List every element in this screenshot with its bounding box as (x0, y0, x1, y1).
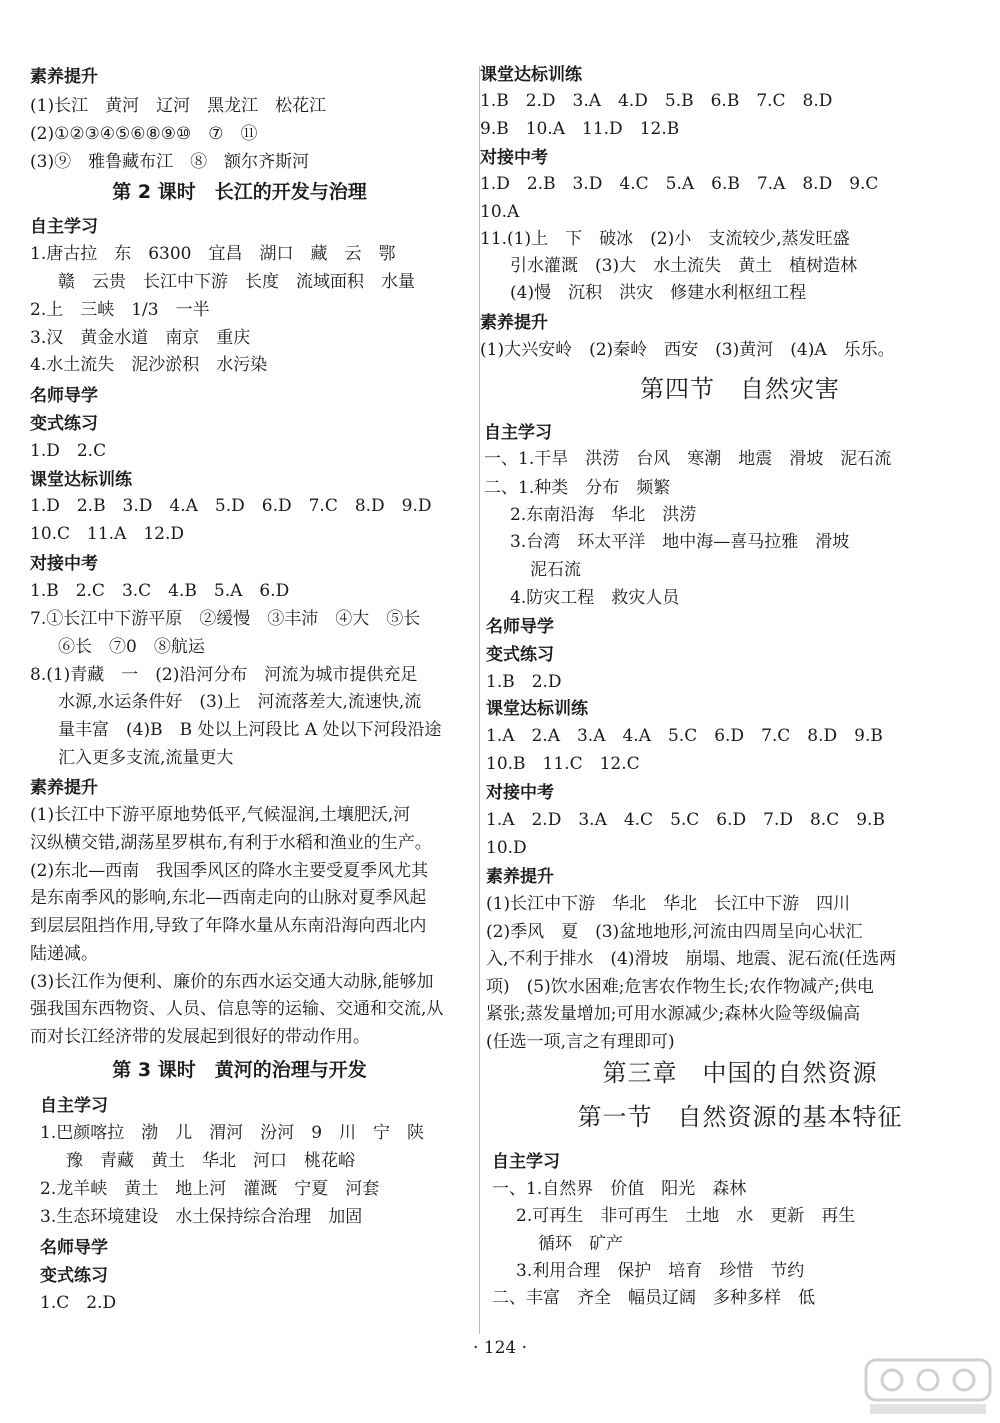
text-line: 11.(1)上 下 破冰 (2)小 支流较少,蒸发旺盛 (480, 229, 850, 249)
text-line: 4.水土流失 泥沙淤积 水污染 (30, 355, 268, 375)
text-line: 水源,水运条件好 (3)上 河流落差大,流速快,流 (58, 692, 422, 712)
heading-line: 变式练习 (486, 645, 554, 665)
text-line: 2.东南沿海 华北 洪涝 (510, 505, 697, 525)
text-line: 3.生态环境建设 水土保持综合治理 加固 (40, 1207, 363, 1227)
text-line: 1.D 2.B 3.D 4.A 5.D 6.D 7.C 8.D 9.D (30, 496, 432, 516)
heading-line: 自主学习 (40, 1096, 108, 1116)
text-line: 二、1.种类 分布 频繁 (484, 478, 671, 498)
watermark-logo (862, 1352, 994, 1418)
text-line: 1.B 2.D 3.A 4.D 5.B 6.B 7.C 8.D (480, 91, 833, 111)
heading-line: 第 2 课时 长江的开发与治理 (112, 181, 367, 203)
text-line: (4)慢 沉积 洪灾 修建水利枢纽工程 (510, 283, 807, 303)
heading-line: 自主学习 (30, 217, 98, 237)
text-line: 7.①长江中下游平原 ②缓慢 ③丰沛 ④大 ⑤长 (30, 609, 421, 629)
text-line: (2)东北—西南 我国季风区的降水主要受夏季风尤其 (30, 861, 429, 881)
heading-line: 名师导学 (486, 617, 554, 637)
heading-line: 对接中考 (30, 554, 98, 574)
text-line: 循环 矿产 (538, 1234, 623, 1254)
text-line: 紧张;蒸发量增加;可用水源减少;森林火险等级偏高 (486, 1004, 861, 1024)
heading-line: 自主学习 (492, 1152, 560, 1172)
text-line: 1.D 2.B 3.D 4.C 5.A 6.B 7.A 8.D 9.C (480, 174, 879, 194)
text-line: 豫 青藏 黄土 华北 河口 桃花峪 (66, 1151, 355, 1171)
text-line: ⑥长 ⑦0 ⑧航运 (58, 637, 205, 657)
text-line: (1)长江中下游平原地势低平,气候湿润,土壤肥沃,河 (30, 805, 411, 825)
text-line: (2)季风 夏 (3)盆地地形,河流由四周呈向心状汇 (486, 922, 863, 942)
column-divider (479, 66, 480, 1334)
text-line: 1.A 2.A 3.A 4.A 5.C 6.D 7.C 8.D 9.B (486, 726, 883, 746)
text-line: 10.B 11.C 12.C (486, 754, 640, 774)
heading-line: 对接中考 (480, 148, 548, 168)
text-line: (1)长江 黄河 辽河 黑龙江 松花江 (30, 96, 327, 116)
text-line: 汉纵横交错,湖荡星罗棋布,有利于水稻和渔业的生产。 (30, 833, 432, 853)
text-line: 1.B 2.C 3.C 4.B 5.A 6.D (30, 581, 290, 601)
text-line: 2.上 三峡 1/3 一半 (30, 300, 210, 320)
page-number: · 124 · (472, 1338, 528, 1358)
heading-line: 第一节 自然资源的基本特征 (577, 1103, 903, 1131)
text-line: 1.巴颜喀拉 渤 儿 渭河 汾河 9 川 宁 陕 (40, 1123, 425, 1143)
heading-line: 名师导学 (30, 386, 98, 406)
text-line: 10.A (480, 202, 520, 222)
text-line: 1.C 2.D (40, 1293, 117, 1313)
heading-line: 素养提升 (30, 67, 98, 87)
heading-line: 素养提升 (486, 867, 554, 887)
text-line: 项) (5)饮水困难;危害农作物生长;农作物减产;供电 (486, 977, 874, 997)
text-line: 1.B 2.D (486, 672, 562, 692)
text-line: 是东南季风的影响,东北—西南走向的山脉对夏季风起 (30, 888, 427, 908)
text-line: 陆递减。 (30, 944, 98, 964)
text-line: 3.汉 黄金水道 南京 重庆 (30, 328, 251, 348)
heading-line: 课堂达标训练 (486, 699, 588, 719)
heading-line: 变式练习 (40, 1266, 108, 1286)
text-line: (3)长江作为便利、廉价的东西水运交通大动脉,能够加 (30, 972, 434, 992)
text-line: 9.B 10.A 11.D 12.B (480, 119, 680, 139)
text-line: 泥石流 (530, 560, 581, 580)
heading-line: 素养提升 (480, 313, 548, 333)
text-line: 8.(1)青藏 一 (2)沿河分布 河流为城市提供充足 (30, 665, 418, 685)
text-line: (3)⑨ 雅鲁藏布江 ⑧ 额尔齐斯河 (30, 152, 310, 172)
heading-line: 变式练习 (30, 414, 98, 434)
text-line: 一、1.自然界 价值 阳光 森林 (492, 1179, 747, 1199)
text-line: 二、丰富 齐全 幅员辽阔 多种多样 低 (492, 1288, 815, 1308)
heading-line: 课堂达标训练 (480, 65, 582, 85)
text-line: (1)大兴安岭 (2)秦岭 西安 (3)黄河 (4)A 乐乐。 (480, 340, 895, 360)
text-line: 而对长江经济带的发展起到很好的带动作用。 (30, 1027, 370, 1047)
text-line: 3.台湾 环太平洋 地中海—喜马拉雅 滑坡 (510, 532, 850, 552)
heading-line: 第四节 自然灾害 (640, 375, 840, 403)
heading-line: 自主学习 (484, 423, 552, 443)
text-line: 10.D (486, 838, 527, 858)
text-line: 一、1.干旱 洪涝 台风 寒潮 地震 滑坡 泥石流 (484, 449, 892, 469)
text-line: (2)①②③④⑤⑥⑧⑨⑩ ⑦ ⑪ (30, 124, 258, 144)
text-line: 汇入更多支流,流量更大 (58, 748, 234, 768)
text-line: 到层层阻挡作用,导致了年降水量从东南沿海向西北内 (30, 916, 427, 936)
heading-line: 第三章 中国的自然资源 (602, 1059, 878, 1087)
text-line: (1)长江中下游 华北 华北 长江中下游 四川 (486, 894, 851, 914)
text-line: 强我国东西物资、人员、信息等的运输、交通和交流,从 (30, 999, 444, 1019)
text-line: 1.唐古拉 东 6300 宜昌 湖口 藏 云 鄂 (30, 244, 396, 264)
text-line: 入,不利于排水 (4)滑坡 崩塌、地震、泥石流(任选两 (486, 949, 897, 969)
text-line: 1.D 2.C (30, 441, 107, 461)
heading-line: 名师导学 (40, 1238, 108, 1258)
heading-line: 课堂达标训练 (30, 470, 132, 490)
heading-line: 素养提升 (30, 778, 98, 798)
text-line: 4.防灾工程 救灾人员 (510, 588, 680, 608)
text-line: 1.A 2.D 3.A 4.C 5.C 6.D 7.D 8.C 9.B (486, 810, 885, 830)
heading-line: 对接中考 (486, 783, 554, 803)
text-line: 10.C 11.A 12.D (30, 524, 185, 544)
text-line: (任选一项,言之有理即可) (486, 1032, 675, 1052)
heading-line: 第 3 课时 黄河的治理与开发 (112, 1059, 367, 1081)
text-line: 2.可再生 非可再生 土地 水 更新 再生 (516, 1206, 856, 1226)
text-line: 量丰富 (4)B B 处以上河段比 A 处以下河段沿途 (58, 720, 442, 740)
text-line: 赣 云贵 长江中下游 长度 流域面积 水量 (58, 272, 415, 292)
text-line: 引水灌溉 (3)大 水土流失 黄土 植树造林 (510, 256, 858, 276)
text-line: 2.龙羊峡 黄土 地上河 灌溉 宁夏 河套 (40, 1179, 380, 1199)
text-line: 3.利用合理 保护 培育 珍惜 节约 (516, 1261, 805, 1281)
